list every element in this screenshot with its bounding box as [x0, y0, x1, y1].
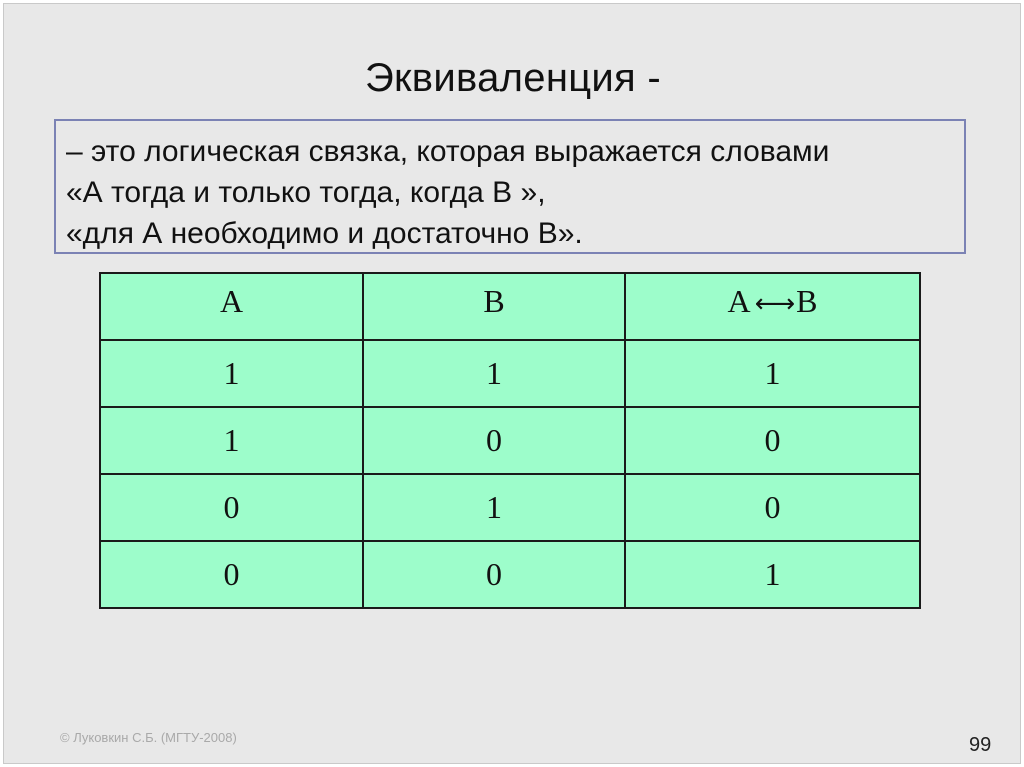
header-result-left: А [727, 283, 751, 319]
double-arrow-icon: ←→ [754, 289, 793, 319]
cell-a: 1 [100, 340, 363, 407]
slide [3, 3, 1021, 764]
table-row [100, 407, 920, 474]
cell-result: 1 [625, 340, 920, 407]
cell-a: 1 [100, 407, 363, 474]
cell-a: 0 [100, 474, 363, 541]
cell-a: 0 [100, 541, 363, 608]
table-row [100, 474, 920, 541]
definition-line-1: – это логическая связка, которая выражается словами [66, 135, 830, 168]
table-header-row [100, 273, 920, 340]
header-a: А [100, 273, 363, 340]
table-row [100, 541, 920, 608]
table-row [100, 340, 920, 407]
cell-result: 0 [625, 407, 920, 474]
cell-b: 0 [363, 541, 625, 608]
header-result [625, 273, 920, 340]
definition-box [54, 119, 966, 254]
slide-title: Эквиваленция - [364, 56, 662, 100]
definition-line-3: «для А необходимо и достаточно В». [66, 217, 583, 250]
truth-table [99, 272, 921, 609]
cell-b: 1 [363, 474, 625, 541]
definition-line-2: «А тогда и только тогда, когда В », [66, 176, 546, 209]
cell-b: 1 [363, 340, 625, 407]
cell-result: 1 [625, 541, 920, 608]
footer-copyright: © Луковкин С.Б. (МГТУ-2008) [60, 730, 237, 745]
header-b: В [363, 273, 625, 340]
cell-b: 0 [363, 407, 625, 474]
header-result-right: В [796, 283, 818, 319]
page-number: 99 [969, 734, 992, 756]
cell-result: 0 [625, 474, 920, 541]
